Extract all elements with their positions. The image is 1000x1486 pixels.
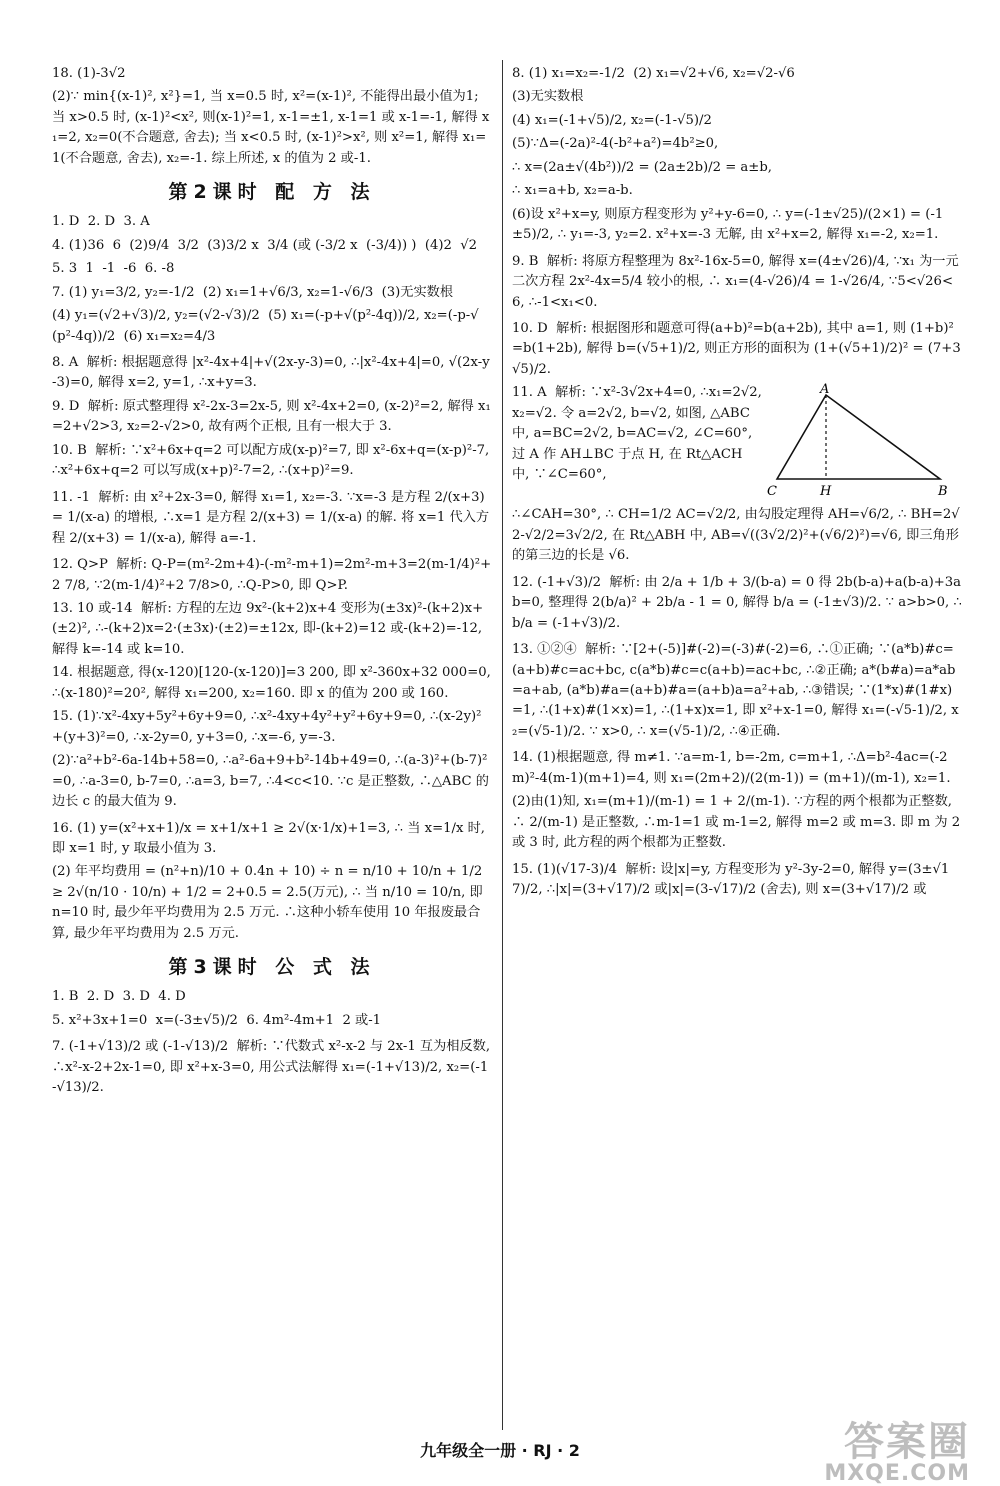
answer-line: 7. (1) y₁=3/2, y₂=-1/2 (2) x₁=1+√6/3, x₂=1-√6/3 (3)无实数根 [52, 284, 454, 300]
answer-line: (6)设 x²+x=y, 则原方程变形为 y²+y-6=0, ∴ y=(-1±√25)/(2×1) = (-1±5)/2, ∴ y₁=-3, y₂=2. x²+x=-3 无解, 由 x²+x=2, 解得 x₁=-2, x₂=1. [512, 206, 944, 243]
answer-line: 1. B 2. D 3. D 4. D [52, 989, 186, 1005]
answer-line: 15. (1)∵x²-4xy+5y²+6y+9=0, ∴x²-4xy+4y²+y²+6y+9=0, ∴(x-2y)²+(y+3)²=0, ∴x-2y=0, y+3=0, ∴x=-6, y=-3. [52, 709, 482, 745]
column-divider [502, 60, 503, 1430]
answer-line: (2)由(1)知, x₁=(m+1)/(m-1) = 1 + 2/(m-1). ∵方程的两个根都为正整数, ∴ 2/(m-1) 是正整数, ∴m-1=1 或 m-1=2, 解得 m=2 或 m=3. 即 m 为 2 或 3 时, 此方程的两个根都为正整数. [512, 794, 965, 851]
answer-line: (3)无实数根 [512, 89, 584, 105]
answer-line: 4. (1)36 6 (2)9/4 3/2 (3)3/2 x 3/4 (或 (-3/2 x (-3/4)) ) (4)2 √2 [52, 237, 478, 253]
page-footer: 九年级全一册 · RJ · 2 [420, 1441, 580, 1460]
answer-line: ∴ x₁=a+b, x₂=a-b. [512, 183, 633, 199]
answer-line: 5. x²+3x+1=0 x=(-3±√5)/2 6. 4m²-4m+1 2 或-1 [52, 1012, 382, 1028]
answer-line: 10. D 解析: 根据图形和题意可得(a+b)²=b(a+2b), 其中 a=1, 则 (1+b)²=b(1+2b), 解得 b=(√5+1)/2, 则正方形的面积为 (1+(√5+1)/2)² = (7+3√5)/2. [512, 320, 961, 377]
answer-line: 14. (1)根据题意, 得 m≠1. ∵a=m-1, b=-2m, c=m+1, ∴Δ=b²-4ac=(-2m)²-4(m-1)(m+1)=4, 则 x₁=(2m+2)/(2(m-1)) = (m+1)/(m-1), x₂=1. [512, 750, 951, 786]
right-column [512, 64, 967, 904]
q11-block [512, 383, 952, 499]
answer-line: 11. A 解析: ∵x²-3√2x+4=0, ∴x₁=2√2, x₂=√2. 令 a=2√2, b=√2, 如图, △ABC 中, a=BC=2√2, b=AC=√2, ∠C=60°, 过 A 作 AH⊥BC 于点 H, 在 Rt△ACH 中, ∵∠C=60°, [512, 385, 767, 483]
label-c: C [767, 484, 777, 500]
answer-line: 8. A 解析: 根据题意得 |x²-4x+4|+√(2x-y-3)=0, ∴|x²-4x+4|=0, √(2x-y-3)=0, 解得 x=2, y=1, ∴x+y=3. [52, 354, 490, 391]
left-column [52, 64, 496, 1101]
answer-line: 10. B 解析: ∵x²+6x+q=2 可以配方成(x-p)²=7, 即 x²-6x+q=(x-p)²-7, ∴x²+6x+q=2 可以写成(x+p)²-7=2, ∴(x+p)²=9. [52, 442, 494, 479]
answer-line: 7. (-1+√13)/2 或 (-1-√13)/2 解析: ∵代数式 x²-x-2 与 2x-1 互为相反数, ∴x²-x-2+2x-1=0, 即 x²+x-3=0, 用公式法解得 x₁=(-1+√13)/2, x₂=(-1-√13)/2. [52, 1039, 495, 1096]
answer-line: (5)∵Δ=(-2a)²-4(-b²+a²)=4b²≥0, [512, 136, 719, 152]
label-h: H [820, 484, 832, 500]
answer-line: 13. ①②④ 解析: ∵[2+(-5)]#(-2)=(-3)#(-2)=6, ∴①正确; ∵(a*b)#c=(a+b)#c=ac+bc, c(a*b)#c=c(a+b)=ac+bc, ∴②正确; a*(b#a)=a*ab=a+ab, (a*b)#a=(a+b)#a=(a+b)a=a²+ab, ∴③错误; ∵(1*x)#(1#x)=1, ∴(1+x)#(1×x)=1, ∴(1+x)x=1, 即 x²+x-1=0, 解得 x₁=(-√5-1)/2, x₂=(√5-1)/2. ∵ x>0, ∴ x=(√5-1)/2, ∴④正确. [512, 642, 959, 739]
answer-line: 9. B 解析: 将原方程整理为 8x²-16x-5=0, 解得 x=(4±√26)/4, ∵x₁ 为一元二次方程 2x²-4x=5/4 较小的根, ∴ x₁=(4-√26)/4 = 1-√26/4, ∵5<√26<6, ∴-1<x₁<0. [512, 253, 959, 310]
answer-line: 1. D 2. D 3. A [52, 214, 150, 230]
answer-line: 12. (-1+√3)/2 解析: 由 2/a + 1/b + 3/(b-a) = 0 得 2b(b-a)+a(b-a)+3ab=0, 整理得 2(b/a)² + 2b/a - 1 = 0, 解得 b/a = (-1±√3)/2. ∵ a>b>0, ∴ b/a = (-1+√3)/2. [512, 574, 967, 631]
answer-line: 5. 3 1 -1 -6 6. -8 [52, 261, 175, 277]
answer-line: 15. (1)(√17-3)/4 解析: 设|x|=y, 方程变形为 y²-3y-2=0, 解得 y=(3±√17)/2, ∴|x|=(3+√17)/2 或|x|=(3-√17)/2 (舍去), 则 x=(3+√17)/2 或 [512, 861, 950, 898]
watermark-logo: 答案圈 [844, 1419, 970, 1465]
answer-line: 12. Q>P 解析: Q-P=(m²-2m+4)-(-m²-m+1)=2m²-m+3=2(m-1/4)²+2 7/8, ∵2(m-1/4)²+2 7/8>0, ∴Q-P>0, 即 Q>P. [52, 557, 492, 593]
triangle-diagram [762, 383, 952, 499]
answer-line: (2) 年平均费用 = (n²+n)/10 + 0.4n + 10) ÷ n = n/10 + 10/n + 1/2 ≥ 2√(n/10 · 10/n) + 1/2 = 2+0.5 = 2.5(万元), ∴ 当 n/10 = 10/n, 即 n=10 时, 最少年平均费用为 2.5 万元. ∴这种小轿车使用 10 年报废最合算, 最少年平均费用为 2.5 万元. [52, 864, 487, 941]
section-title-2: 第2课时 配 方 法 [168, 181, 376, 204]
answer-line: (2)∵a²+b²-6a-14b+58=0, ∴a²-6a+9+b²-14b+49=0, ∴(a-3)²+(b-7)²=0, ∴a-3=0, b-7=0, ∴a=3, b=7, ∴4<c<10. ∵c 是正整数, ∴△ABC 的边长 c 的最大值为 9. [52, 753, 489, 810]
answer-line: (4) x₁=(-1+√5)/2, x₂=(-1-√5)/2 [512, 112, 712, 128]
q18-line: 18. (1)-3√2 [52, 66, 126, 81]
answer-line: ∴∠CAH=30°, ∴ CH=1/2 AC=√2/2, 由勾股定理得 AH=√6/2, ∴ BH=2√2-√2/2=3√2/2, 在 Rt△ABH 中, AB=√((3√2/2)²+(√6/2)²)=√6, 即三角形的第三边的长是 √6. [512, 507, 960, 564]
section-title-3: 第3课时 公 式 法 [168, 956, 376, 979]
label-b: B [938, 484, 948, 500]
answer-line: 13. 10 或-14 解析: 方程的左边 9x²-(k+2)x+4 变形为(±3x)²-(k+2)x+(±2)², ∴-(k+2)x=2·(±3x)·(±2)=±12x, 即-(k+2)=12 或-(k+2)=-12, 解得 k=-14 或 k=10. [52, 600, 487, 657]
answer-line: (4) y₁=(√2+√3)/2, y₂=(√2-√3)/2 (5) x₁=(-p+√(p²-4q))/2, x₂=(-p-√(p²-4q))/2 (6) x₁=x₂=4/3 [52, 308, 479, 344]
answer-line: 8. (1) x₁=x₂=-1/2 (2) x₁=√2+√6, x₂=√2-√6 [512, 66, 795, 81]
answer-line: 9. D 解析: 原式整理得 x²-2x-3=2x-5, 则 x²-4x+2=0, (x-2)²=2, 解得 x₁=2+√2>3, x₂=2-√2>0, 故有两个正根, 且有一根大于 3. [52, 398, 491, 435]
q18-line: (2)∵ min{(x-1)², x²}=1, 当 x=0.5 时, x²=(x-1)², 不能得出最小值为1; 当 x>0.5 时, (x-1)²<x², 则(x-1)²=1, x-1=±1, x-1=1 或 x-1=-1, 解得 x₁=2, x₂=0(不合题意, 舍去); 当 x<0.5 时, (x-1)²>x², 则 x²=1, 解得 x₁=1(不合题意, 舍去), x₂=-1. 综上所述, x 的值为 2 或-1. [52, 89, 490, 166]
answer-line: ∴ x=(2a±√(4b²))/2 = (2a±2b)/2 = a±b, [512, 159, 772, 175]
label-a: A [820, 383, 830, 398]
answer-line: 11. -1 解析: 由 x²+2x-3=0, 解得 x₁=1, x₂=-3. ∵x=-3 是方程 2/(x+3) = 1/(x-a) 的增根, ∴x=1 是方程 2/(x+3) = 1/(x-a) 的解. 将 x=1 代入方程 2/(x+3) = 1/(x-a), 解得 a=-1. [52, 489, 490, 546]
answer-line: 16. (1) y=(x²+x+1)/x = x+1/x+1 ≥ 2√(x·1/x)+1=3, ∴ 当 x=1/x 时, 即 x=1 时, y 取最小值为 3. [52, 820, 490, 856]
answer-line: 14. 根据题意, 得(x-120)[120-(x-120)]=3 200, 即 x²-360x+32 000=0, ∴(x-180)²=20², 解得 x₁=200, x₂=160. 即 x 的值为 200 或 160. [52, 665, 496, 701]
triangle-abc [777, 395, 940, 479]
watermark-url: MXQE.COM [824, 1461, 970, 1486]
watermark [824, 1410, 970, 1486]
